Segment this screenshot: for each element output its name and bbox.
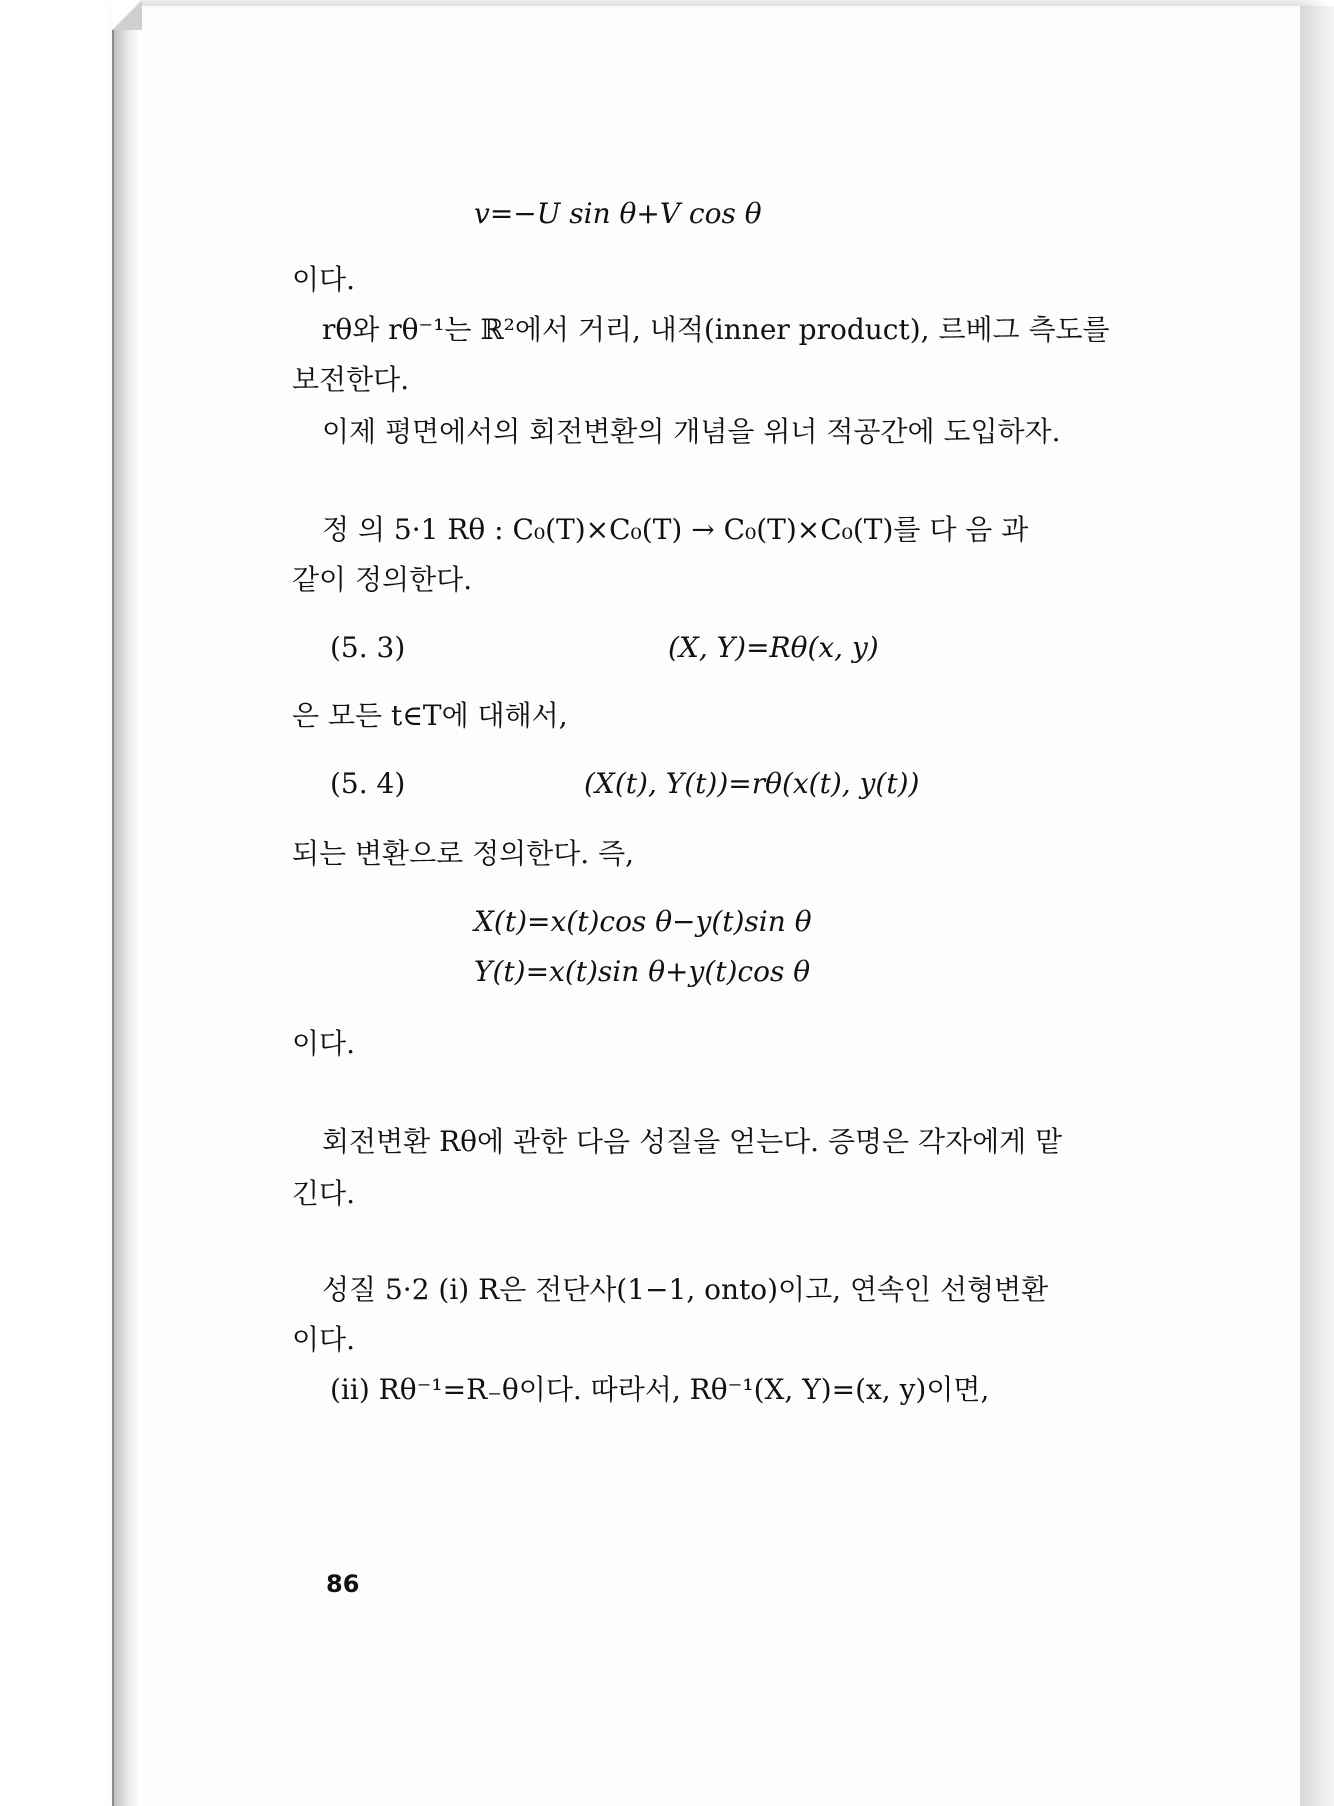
text-line: 이다. (292, 1323, 355, 1356)
page-shadow (1300, 6, 1334, 1806)
text-line: rθ와 rθ⁻¹는 ℝ²에서 거리, 내적(inner product), 르베그 측도를 (322, 313, 1110, 346)
equation-5-4: (X(t), Y(t))=rθ(x(t), y(t)) (584, 767, 920, 800)
page-binding-edge (112, 6, 138, 1806)
definition-heading: 정 의 5·1 Rθ : C₀(T)×C₀(T) → C₀(T)×C₀(T)를 다 음 과 (322, 513, 1029, 546)
text-line: 이제 평면에서의 회전변환의 개념을 위너 적공간에 도입하자. (322, 415, 1061, 448)
page-corner (112, 0, 142, 30)
page-number: 86 (326, 1570, 360, 1598)
equation-Y: Y(t)=x(t)sin θ+y(t)cos θ (474, 955, 811, 988)
text-line: (ii) Rθ⁻¹=R₋θ이다. 따라서, Rθ⁻¹(X, Y)=(x, y)이면, (330, 1373, 990, 1406)
equation-label: (5. 4) (330, 767, 406, 800)
text-line: 은 모든 t∈T에 대해서, (292, 699, 568, 732)
text-line: 보전한다. (292, 363, 410, 396)
text-line: 회전변환 Rθ에 관한 다음 성질을 얻는다. 증명은 각자에게 맡 (322, 1125, 1063, 1158)
text-line: 이다. (292, 263, 355, 296)
equation-X: X(t)=x(t)cos θ−y(t)sin θ (474, 905, 812, 938)
text-line: 같이 정의한다. (292, 563, 473, 596)
text-line: 되는 변환으로 정의한다. 즉, (292, 837, 635, 870)
text-line: 긴다. (292, 1177, 355, 1210)
equation-v: v=−U sin θ+V cos θ (474, 197, 762, 230)
equation-label: (5. 3) (330, 631, 406, 664)
property-heading: 성질 5·2 (i) R은 전단사(1−1, onto)이고, 연속인 선형변환 (322, 1273, 1049, 1306)
text-line: 이다. (292, 1027, 355, 1060)
equation-5-3: (X, Y)=Rθ(x, y) (668, 631, 879, 664)
